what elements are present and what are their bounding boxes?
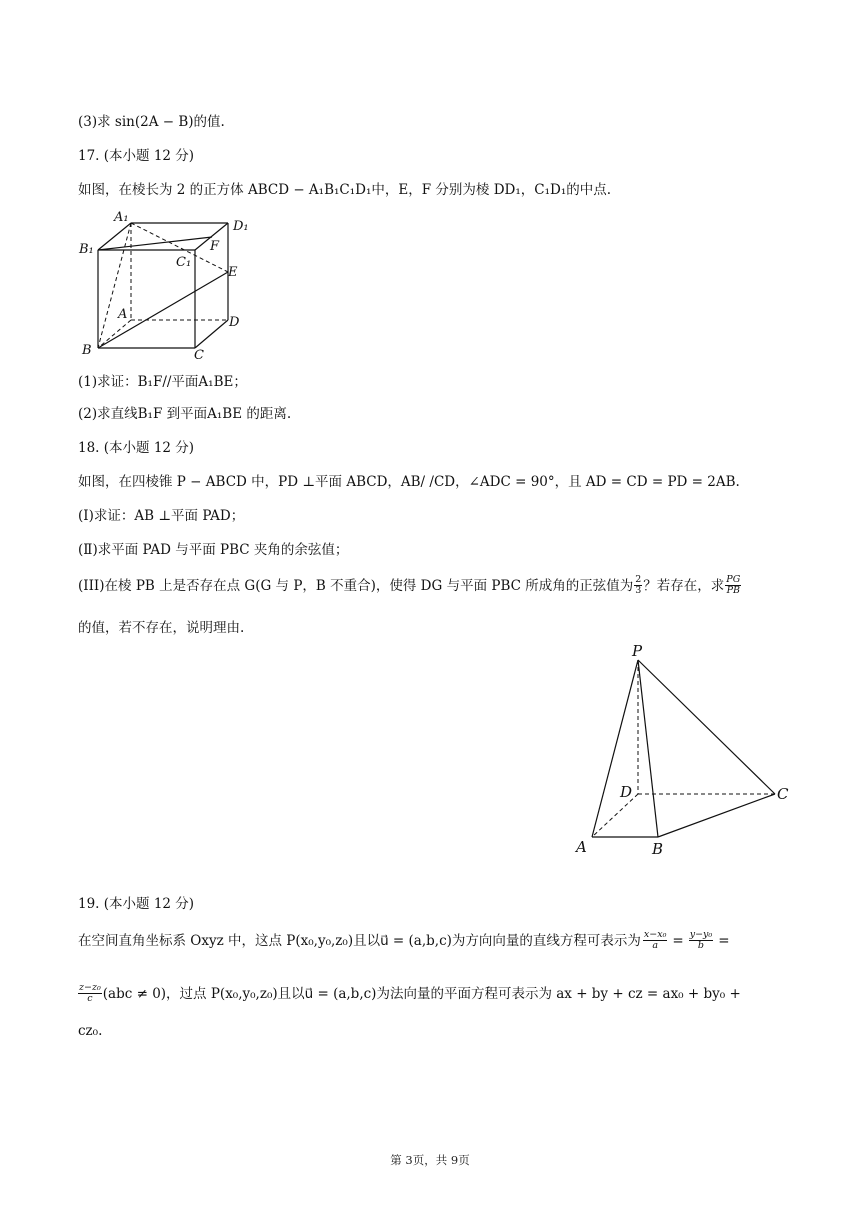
q18-stem: 如图，在四棱锥 P − ABCD 中，PD ⊥平面 ABCD，AB/ /CD，∠ADC = 90°，且 AD = CD = PD = 2AB. [78,474,740,490]
q17-part1: (1)求证：B₁F//平面A₁BE； [78,374,247,390]
fraction-y [689,930,714,951]
q18-part2: (Ⅱ)求平面 PAD 与平面 PBC 夹角的余弦值； [78,542,349,558]
ratio-den: PB [726,585,740,596]
f3-num: z−z₀ [79,982,101,993]
q18-part3-line [78,575,741,596]
q18-part3-text-a: (III)在棱 PB 上是否存在点 G(G 与 P，B 不重合)，使得 DG 与平面 PBC 所成角的正弦值为 [78,577,634,594]
label-B: B [652,840,664,858]
label-E: E [228,265,238,280]
q16-part3: (3)求 sin(2A − B)的值. [78,114,225,130]
q19-header: 19. (本小题 12 分) [78,896,195,912]
equals-2: = [718,932,730,949]
label-P: P [632,642,643,660]
label-C: C [194,348,204,363]
label-F: F [210,239,220,254]
fraction-x [643,930,667,951]
frac-num: 2 [635,574,642,585]
cube-figure [76,208,256,366]
q19-line1-text: 在空间直角坐标系 Oxyz 中，这点 P(x₀,y₀,z₀)且以u⃗ = (a,b,c)为方向向量的直线方程可表示为 [78,932,641,949]
label-B1: B₁ [79,242,94,257]
f1-den: a [652,940,658,951]
q18-header: 18. (本小题 12 分) [78,440,195,456]
label-D: D [620,783,633,801]
q17-part2: (2)求直线B₁F 到平面A₁BE 的距离. [78,406,292,422]
label-A1: A₁ [114,210,129,225]
q18-part1: (Ⅰ)求证：AB ⊥平面 PAD； [78,508,245,524]
pyramid-figure [570,640,800,862]
q17-stem: 如图，在棱长为 2 的正方体 ABCD − A₁B₁C₁D₁中，E，F 分别为棱 DD₁，C₁D₁的中点. [78,182,612,198]
page-footer: 第 3页，共 9页 [390,1153,470,1167]
fraction-pg-pb [725,575,741,596]
fraction-z [78,983,102,1004]
f1-num: x−x₀ [643,929,667,940]
q19-line3: cz₀. [78,1023,103,1039]
label-C1: C₁ [176,255,192,270]
label-D: D [229,315,240,330]
q19-line2 [78,983,741,1004]
ratio-num: PG [726,574,741,585]
q19-line2-text: (abc ≠ 0)，过点 P(x₀,y₀,z₀)且以u⃗ = (a,b,c)为法向量的平面方程可表示为 ax + by + cz = ax₀ + by₀ + [102,985,741,1002]
label-C: C [777,785,789,803]
q18-part3-end: 的值，若不存在，说明理由. [78,620,245,636]
q18-part3-text-b: ？若存在，求 [643,577,725,594]
label-B: B [82,343,92,358]
frac-den: 3 [635,585,642,596]
label-D1: D₁ [233,219,249,234]
q17-header: 17. (本小题 12 分) [78,148,195,164]
label-A: A [576,838,587,856]
equals-1: = [672,932,684,949]
f2-num: y−y₀ [689,929,713,940]
q19-line1 [78,930,730,951]
label-A: A [118,307,128,322]
f3-den: c [87,993,93,1004]
f2-den: b [697,940,704,951]
fraction-two-thirds [634,575,642,596]
